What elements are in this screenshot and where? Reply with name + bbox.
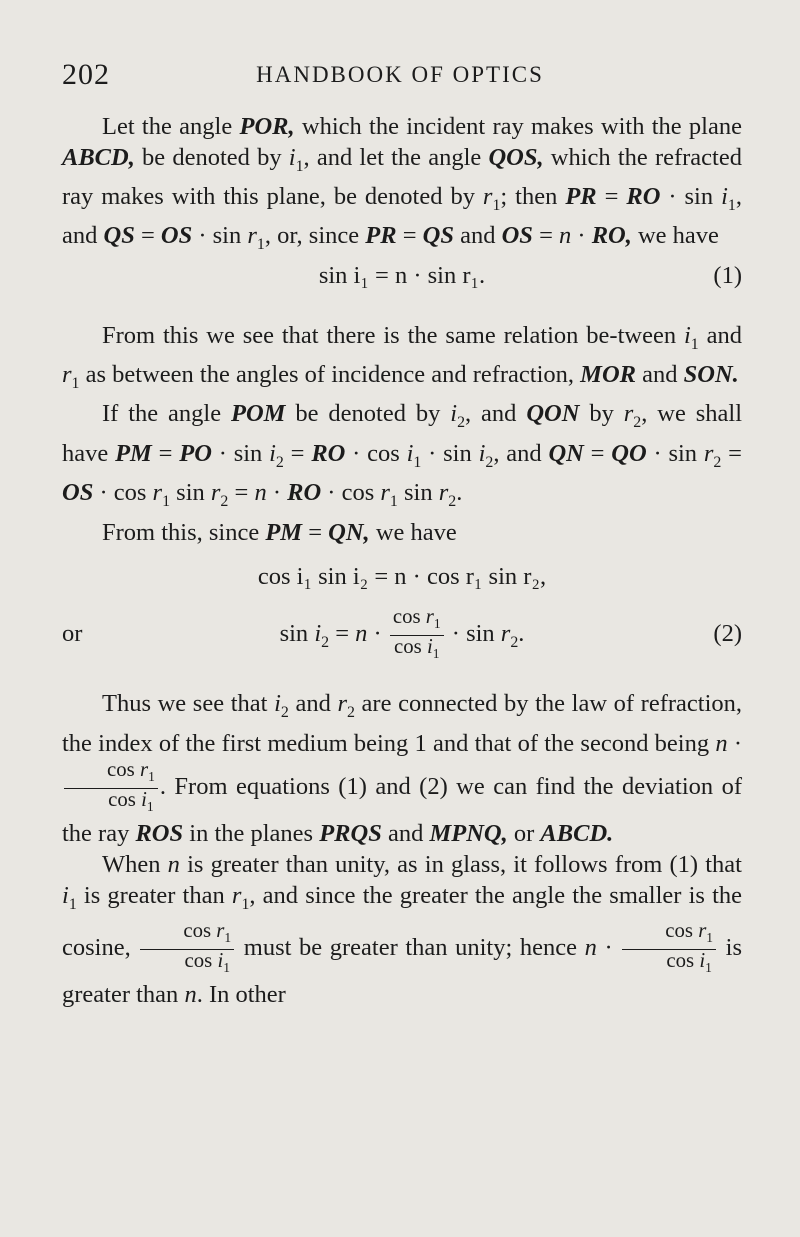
paragraph-1: Let the angle POR, which the incident ray makes with the plane ABCD, be denoted by $i_1$, and let the angle QOS, which the refracted ray makes with this plane, be denoted by $r_1$; then PR = RO · $\sin i_1$, and QS = OS · $\sin r_1$, or, since PR = QS and OS = n · RO, we have (62, 113, 742, 254)
equation-2-body: $\sin i_2 = n$ · $\frac{\cos r_1}{\cos i_1}$ · $\sin r_2$. (279, 604, 525, 662)
paragraph-4: From this, since PM = QN, we have (102, 518, 457, 546)
page-number: 202 (62, 58, 110, 91)
paragraph-2: From this we see that there is the same relation be-tween $i_1$ and $r_1$ as between the angles of incidence and refraction, MOR and SON. (62, 321, 743, 392)
equation-2-line-1 (62, 562, 742, 596)
equation-1-number: (1) (713, 261, 742, 289)
paragraph-3: If the angle POM be denoted by $i_2$, and QON by $r_2$, we shall have PM = PO · $\sin i_2$ = RO · $\cos i_1 \cdot \sin i_2$, and QN = QO · $\sin r_2$ = OS · $\cos r_1$ $\sin r_2 = n$ · RO · $\cos r_1$ $\sin r_2$. (62, 400, 743, 511)
running-head: HANDBOOK OF OPTICS (256, 62, 544, 87)
equation-2-number: (2) (713, 620, 742, 648)
paragraph-6: When n is greater than unity, as in glass, it follows from (1) that $i_1$ is greater than $r_1$, and since the greater the angle the smaller is the cosine, $\frac{\cos r_1}{\cos i_1}$ must be greater than unity; hence n · $\frac{\cos r_1}{\cos i_1}$ is greater than n. In other (62, 851, 743, 1008)
page-header (0, 58, 800, 98)
equation-2-line-1-body: cos i₁ sin i₂ = n · cos r₁ sin r₂, (257, 563, 547, 591)
page-body (62, 112, 742, 1010)
equation-or-label: or (62, 620, 83, 648)
equation-2 (62, 606, 742, 662)
equation-1 (62, 261, 742, 295)
paragraph-5: Thus we see that $i_2$ and $r_2$ are connected by the law of refraction, the index of the first medium being 1 and that of the second being n · $\frac{\cos r_1}{\cos i_1}$ . From equations (1) and (2) we can find the deviation of the ray ROS in the planes PRQS and MPNQ, or ABCD. (62, 690, 743, 848)
equation-1-body: sin i₁ = n · sin r₁. (318, 261, 486, 289)
